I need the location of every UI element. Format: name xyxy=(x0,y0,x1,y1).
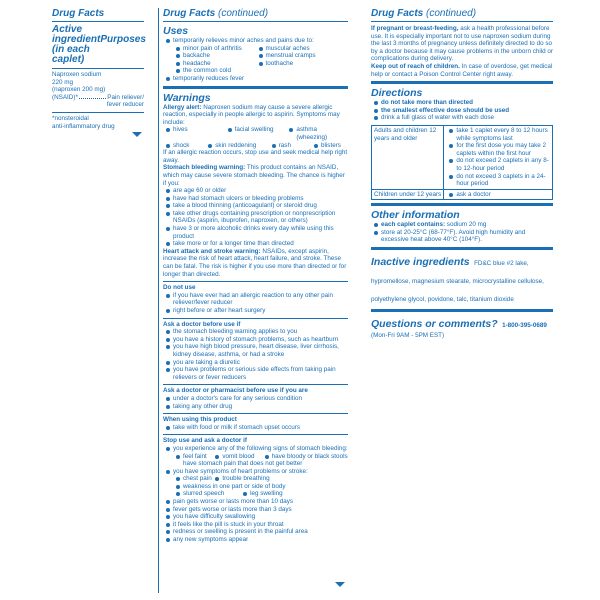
ask-pharmacist-heading: Ask a doctor or pharmacist before use if you are xyxy=(163,387,308,395)
uses-heading: Uses xyxy=(163,25,189,37)
bullet-item: it feels like the pill is stuck in your throat xyxy=(163,521,348,529)
questions-section: Questions or comments? 1-800-395-0689 xyxy=(371,318,547,331)
bullet-item: the stomach bleeding warning applies to you xyxy=(163,328,348,336)
panel-header: Drug Facts (continued) xyxy=(163,8,348,22)
bullet-item: take other drugs containing prescription or nonprescription NSAIDs (aspirin, ibuprofen, naproxen, or others) xyxy=(163,210,348,225)
uses-list xyxy=(163,45,348,75)
inactive-ingredients: Inactive ingredients FD&C blue #2 lake, hypromellose, magnesium stearate, microcrystalline cellulose, polyethylene glycol, povidone, talc, titanium dioxide xyxy=(371,256,544,304)
bullet-item: have 3 or more alcoholic drinks every day while using this product xyxy=(163,225,348,240)
allergy-symptoms xyxy=(163,126,348,141)
bullet-item: hives xyxy=(163,126,225,141)
bullet-item: shock xyxy=(163,142,205,150)
bullet-item: the smallest effective dose should be used xyxy=(371,107,553,115)
continue-arrow-icon xyxy=(335,582,345,587)
panel-header: Drug Facts (continued) xyxy=(371,8,553,22)
dosage-age-group: Adults and children 12 years and older xyxy=(372,125,444,189)
panel-header: Drug Facts xyxy=(52,8,144,22)
bullet-item: taking any other drug xyxy=(163,403,348,411)
bullet-item: if you have ever had an allergic reaction to any other pain reliever/fever reducer xyxy=(163,292,348,307)
bullet-item: headache xyxy=(163,60,256,68)
when-using-heading: When using this product xyxy=(163,416,237,424)
bullet-item: skin reddening xyxy=(205,142,268,150)
active-ingredient-heading: Active ingredient (in each caplet) Purposes xyxy=(52,24,146,65)
bullet-item: you have difficulty swallowing xyxy=(163,513,348,521)
bullet-item: each caplet contains: sodium 20 mg xyxy=(371,221,553,229)
other-information-heading: Other information xyxy=(371,209,460,222)
bullet-item: have bloody or black stools xyxy=(262,453,348,461)
bullet-item: under a doctor's care for any serious condition xyxy=(163,395,348,403)
bullet-item: rash xyxy=(269,142,311,150)
bullet-item: muscular aches xyxy=(256,45,349,53)
purposes-heading: Purposes xyxy=(100,34,146,45)
bullet-item: ask a doctor xyxy=(446,191,550,199)
bullet-item: you have symptoms of heart problems or stroke: xyxy=(163,468,348,476)
dosage-age-group: Children under 12 years xyxy=(372,189,444,200)
bullet-item: vomit blood xyxy=(212,453,261,461)
phone-number: 1-800-395-0689 xyxy=(502,322,547,330)
continue-arrow-icon xyxy=(132,132,142,137)
bullet-item: do not exceed 2 caplets in any 8- to 12-hour period xyxy=(446,157,550,172)
bullet-item: the common cold xyxy=(163,67,256,75)
bullet-item: drink a full glass of water with each dose xyxy=(371,114,553,122)
do-not-use-heading: Do not use xyxy=(163,284,196,292)
dosage-table xyxy=(371,125,553,200)
bullet-item: feel faint xyxy=(163,453,212,461)
bullet-item: do not take more than directed xyxy=(371,99,553,107)
bullet-item: fever gets worse or lasts more than 3 days xyxy=(163,506,348,514)
warnings-heading: Warnings xyxy=(163,91,211,104)
bullet-item: have had stomach ulcers or bleeding problems xyxy=(163,195,348,203)
bullet-item: redness or swelling is present in the painful area xyxy=(163,528,348,536)
bullet-item: slurred speech xyxy=(163,490,240,498)
bullet-item: trouble breathing xyxy=(212,475,348,483)
bullet-item: asthma (wheezing) xyxy=(286,126,348,141)
bullet-item: right before or after heart surgery xyxy=(163,307,348,315)
bullet-item: temporarily relieves minor aches and pains due to: xyxy=(163,37,348,45)
purpose: Pain reliever/ xyxy=(107,93,144,101)
bullet-item: minor pain of arthritis xyxy=(163,45,256,53)
bullet-item: are age 60 or older xyxy=(163,187,348,195)
bullet-item: take with food or milk if stomach upset occurs xyxy=(163,424,348,432)
drug-facts-panel-1 xyxy=(52,8,144,130)
bullet-item: store at 20-25°C (68-77°F). Avoid high humidity and excessive heat above 40°C (104°F). xyxy=(371,229,553,244)
bullet-item: you are taking a diuretic xyxy=(163,359,348,367)
bullet-item: blisters xyxy=(311,142,348,150)
bullet-item: take more or for a longer time than directed xyxy=(163,240,348,248)
bullet-item: you have problems or serious side effects from taking pain relievers or fever reducers xyxy=(163,366,348,381)
bullet-item: do not exceed 3 caplets in a 24-hour period xyxy=(446,173,550,188)
bullet-item: menstrual cramps xyxy=(256,52,349,60)
drug-facts-panel-2: Drug Facts (continued) Uses temporarily relieves minor aches and pains due to: minor pain of arthritis muscular aches backache menstrual cramps headache toothache the common cold temporarily reduces fever Warnings Allergy alert: Naproxen sodium may cause a severe allergic reaction, especially in people allergic to aspirin. Symptoms may include: hives facial swelling asthma (wheezing) shock skin reddening rash blisters If an allergic reaction occurs, stop use and seek medical help right away. Stomach bleeding warning: This product contains an NSAID, which may cause severe stomach bleeding. The chance is higher if you: are age 60 or older have had stomach ulcers or bleeding problems take a blood thinning (anticoagulant) or steroid drug take other drugs containing prescription or nonprescription NSAIDs (aspirin, ibuprofen, naproxen, or others) have 3 or more alcoholic drinks every day while using this product take more or for a longer time than directed Heart attack and stroke warning: NSAIDs, except aspirin, increase the risk of heart attack, heart failure, and stroke. These can be fatal. The risk is higher if you use more than directed or for longer than directed. Do not use if you have ever had an allergic reaction to any other pain reliever/fever reducer right before or after heart surgery Ask a doctor before use if the stomach bleeding warning applies to you you have a history of stomach problems, such as heartburn you have high blood pressure, heart disease, liver cirrhosis, kidney disease, asthma, or had a stroke you are taking a diuretic you have problems or serious side effects from taking pain relievers or fever reducers Ask a doctor or pharmacist before use if you are under a doctor's care for any serious condition taking any other drug When using this product take with food or milk if stomach upset occurs Stop use and ask a doctor if you experience any of the following signs of stomach bleeding: feel faint vomit blood have bloody or black stools have stomach pain that does not get better you have symptoms of heart problems or stroke: chest pain trouble breathing weakness in one part or side of body slurred speech leg swelling pain gets worse or lasts more than 10 days fever gets worse or lasts more than 3 days you have difficulty swallowing it feels like the pill is stuck in your throat redness or swelling is present in the painful area any new symptoms appear xyxy=(163,8,348,544)
bullet-item: take 1 caplet every 8 to 12 hours while symptoms last xyxy=(446,127,550,142)
bullet-item: weakness in one part or side of body xyxy=(163,483,348,491)
bullet-item: pain gets worse or lasts more than 10 days xyxy=(163,498,348,506)
nsaid-footnote: *nonsteroidal anti-inflammatory drug xyxy=(52,114,115,130)
bullet-item: take a blood thinning (anticoagulant) or steroid drug xyxy=(163,202,348,210)
bullet-item: chest pain xyxy=(163,475,212,483)
bullet-item: backache xyxy=(163,52,256,60)
active-ingredient: Naproxen sodium 220 mg (naproxen 200 mg) (NSAID)* Pain reliever/ fever reducer xyxy=(52,71,144,109)
column-divider xyxy=(158,8,159,593)
bullet-item: any new symptoms appear xyxy=(163,536,348,544)
ask-doctor-heading: Ask a doctor before use if xyxy=(163,320,241,328)
bullet-item: leg swelling xyxy=(240,490,348,498)
bullet-item: you experience any of the following signs of stomach bleeding: xyxy=(163,445,348,453)
bullet-item: you have high blood pressure, heart disease, liver cirrhosis, kidney disease, asthma, or had a stroke xyxy=(163,343,348,358)
directions-heading: Directions xyxy=(371,87,423,100)
bullet-item: toothache xyxy=(256,60,349,68)
bullet-item: you have a history of stomach problems, such as heartburn xyxy=(163,336,348,344)
stop-use-heading: Stop use and ask a doctor if xyxy=(163,437,247,445)
bullet-item: for the first dose you may take 2 caplets within the first hour xyxy=(446,142,550,157)
bullet-item: temporarily reduces fever xyxy=(163,75,348,83)
bullet-item: facial swelling xyxy=(225,126,287,141)
drug-facts-panel-3: Drug Facts (continued) If pregnant or breast-feeding, ask a health professional before use. It is especially important not to use naproxen sodium during the last 3 months of pregnancy unless definitely directed to do so by a doctor because it may cause problems in the unborn child or complications during delivery. Keep out of reach of children. In case of overdose, get medical help or contact a Poison Control Center right away. Directions do not take more than directed the smallest effective dose should be used drink a full glass of water with each dose Adults and children 12 years and older take 1 caplet every 8 to 12 hours while symptoms last for the first dose you may take 2 caplets within the first hour do not exceed 2 caplets in any 8- to 12-hour period do not exceed 3 caplets in a 24-hour period Children under 12 years ask a doctor Other information each caplet contains: sodium 20 mg store at 20-25°C (68-77°F). Avoid high humidity and excessive heat above 40°C (104°F). Inactive ingredients FD&C blue #2 lake, hypromellose, magnesium stearate, microcrystalline cellulose, polyethylene glycol, povidone, talc, titanium dioxide Questions or comments? 1-800-395-0689 (Mon-Fri 9AM - 5PM EST) xyxy=(371,8,554,340)
